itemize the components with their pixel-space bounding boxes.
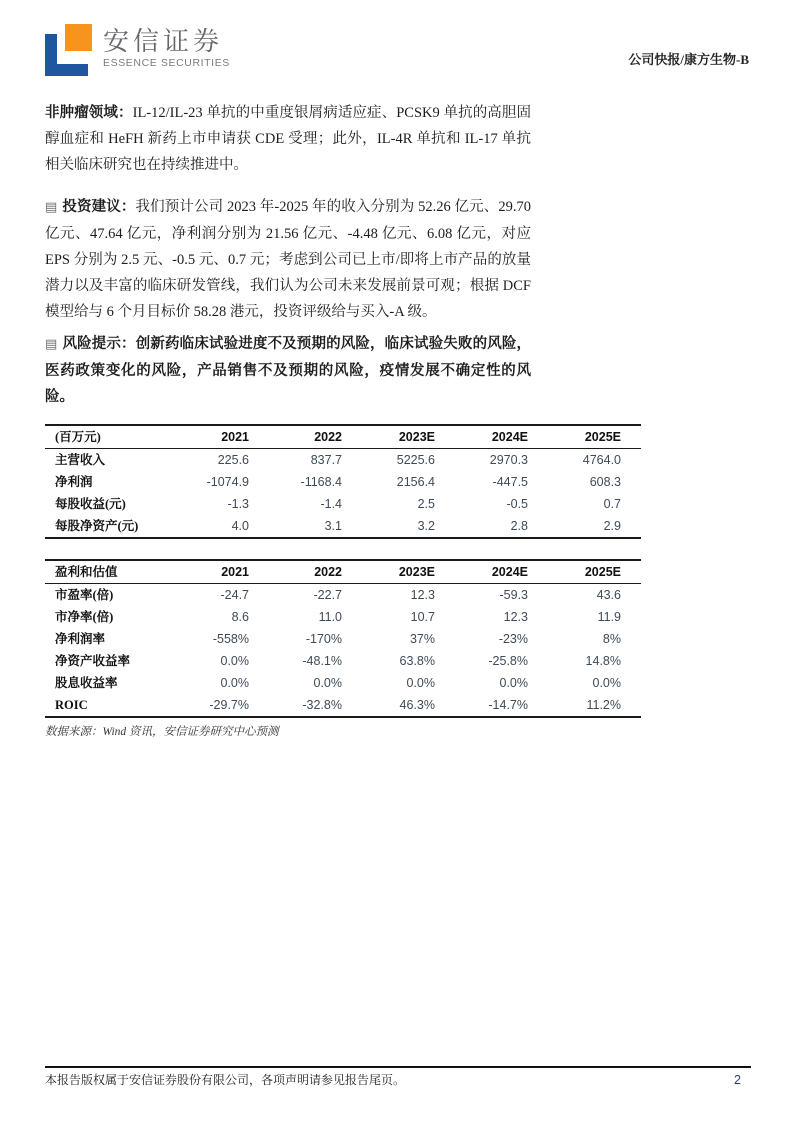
- value-cell: -1.4: [320, 497, 342, 511]
- row-label: 每股净资产(元): [55, 519, 139, 533]
- value-cell: 608.3: [589, 475, 621, 489]
- brand-text: [103, 27, 230, 69]
- value-cell: -48.1%: [302, 654, 342, 668]
- copyright-disclaimer: 本报告版权属于安信证券股份有限公司，各项声明请参见报告尾页。: [45, 1073, 406, 1087]
- brand-logo: [45, 24, 230, 76]
- value-cell: 12.3: [503, 610, 528, 624]
- value-cell: -25.8%: [488, 654, 528, 668]
- value-cell: -22.7: [313, 588, 342, 602]
- value-cell: 3.2: [417, 519, 435, 533]
- value-cell: 4764.0: [582, 453, 621, 467]
- table-row: [45, 449, 641, 472]
- table-header-row: [45, 425, 641, 449]
- para-lead: 风险提示：: [62, 336, 136, 352]
- value-cell: 8%: [602, 632, 621, 646]
- value-cell: -1.3: [227, 497, 249, 511]
- value-cell: -23%: [498, 632, 528, 646]
- logo-orange-square: [65, 24, 92, 51]
- para-text: 创新药临床试验进度不及预期的风险，临床试验失败的风险，医药政策变化的风险，产品销售不及预期的风险，疫情发展不确定性的风险。: [45, 336, 532, 405]
- value-cell: 46.3%: [399, 698, 435, 712]
- row-label: ROIC: [55, 698, 88, 712]
- value-cell: -32.8%: [302, 698, 342, 712]
- row-label: 股息收益率: [55, 676, 118, 690]
- table-row: [45, 584, 641, 607]
- value-cell: -447.5: [492, 475, 528, 489]
- value-cell: -14.7%: [488, 698, 528, 712]
- column-header: 2023E: [362, 425, 455, 449]
- document-icon: ▤: [45, 200, 58, 215]
- table-row: [45, 628, 641, 650]
- value-cell: 0.0%: [313, 676, 342, 690]
- row-label: 市净率(倍): [55, 610, 114, 624]
- value-cell: 11.0: [318, 610, 342, 624]
- page-number: 2: [734, 1073, 741, 1087]
- para-lead: 投资建议：: [62, 199, 136, 215]
- value-cell: -24.7: [220, 588, 249, 602]
- value-cell: -59.3: [499, 588, 528, 602]
- report-type-label: 公司快报/康方生物-B: [628, 52, 749, 67]
- value-cell: 2.8: [510, 519, 528, 533]
- table-title-cell: 盈利和估值: [45, 560, 176, 584]
- table-row: [45, 672, 641, 694]
- financial-summary-table: [45, 424, 641, 539]
- brand-name-en: ESSENCE SECURITIES: [103, 57, 230, 69]
- row-label: 净资产收益率: [55, 654, 131, 668]
- value-cell: 12.3: [410, 588, 435, 602]
- value-cell: 43.6: [596, 588, 621, 602]
- value-cell: 0.0%: [499, 676, 528, 690]
- value-cell: 0.7: [603, 497, 621, 511]
- report-body: [45, 100, 621, 740]
- para-text: IL-12/IL-23 单抗的中重度银屑病适应症、PCSK9 单抗的高胆固醇血症和 HeFH 新药上市申请获 CDE 受理；此外，IL-4R 单抗和 IL-17 单抗相关临床研究也在持续推进中。: [45, 105, 532, 173]
- value-cell: -558%: [212, 632, 249, 646]
- para-risk-warning: [45, 331, 531, 410]
- value-cell: 837.7: [310, 453, 342, 467]
- essence-securities-logo-icon: [45, 24, 92, 76]
- value-cell: 2.5: [417, 497, 435, 511]
- document-icon: ▤: [45, 337, 58, 352]
- table-row: [45, 493, 641, 515]
- column-header: 2025E: [548, 560, 641, 584]
- column-header: 2025E: [548, 425, 641, 449]
- value-cell: 37%: [409, 632, 435, 646]
- table-row: [45, 471, 641, 493]
- row-label: 净利润率: [55, 632, 106, 646]
- value-cell: 225.6: [217, 453, 249, 467]
- value-cell: 2.9: [603, 519, 621, 533]
- table-row: [45, 694, 641, 717]
- value-cell: 5225.6: [396, 453, 435, 467]
- table-row: [45, 515, 641, 538]
- data-source-note: 数据来源：Wind 资讯，安信证券研究中心预测: [45, 726, 279, 738]
- column-header: 2024E: [455, 425, 548, 449]
- para-lead: 非肿瘤领域：: [45, 105, 133, 121]
- page-footer: [45, 1066, 751, 1089]
- page-header: [45, 24, 749, 76]
- value-cell: -170%: [305, 632, 342, 646]
- value-cell: 14.8%: [585, 654, 621, 668]
- para-investment-advice: [45, 194, 531, 325]
- column-header: 2023E: [362, 560, 455, 584]
- row-label: 净利润: [55, 475, 93, 489]
- table-row: [45, 650, 641, 672]
- value-cell: 2156.4: [396, 475, 435, 489]
- column-header: 2022: [269, 425, 362, 449]
- value-cell: 4.0: [231, 519, 249, 533]
- value-cell: 11.2%: [586, 698, 621, 712]
- value-cell: 0.0%: [592, 676, 621, 690]
- column-header: 2022: [269, 560, 362, 584]
- value-cell: -1168.4: [300, 475, 342, 489]
- value-cell: -0.5: [506, 497, 528, 511]
- table-header-row: [45, 560, 641, 584]
- column-header: 2024E: [455, 560, 548, 584]
- value-cell: 8.6: [231, 610, 249, 624]
- value-cell: -29.7%: [209, 698, 249, 712]
- row-label: 市盈率(倍): [55, 588, 114, 602]
- valuation-table: [45, 559, 641, 718]
- column-header: 2021: [176, 425, 269, 449]
- table-row: [45, 606, 641, 628]
- row-label: 主营收入: [55, 453, 106, 467]
- row-label: 每股收益(元): [55, 497, 126, 511]
- value-cell: -1074.9: [206, 475, 249, 489]
- value-cell: 0.0%: [220, 654, 249, 668]
- table-title-cell: (百万元): [45, 425, 176, 449]
- value-cell: 0.0%: [406, 676, 435, 690]
- value-cell: 10.7: [410, 610, 435, 624]
- value-cell: 0.0%: [220, 676, 249, 690]
- brand-name-cn: 安信证券: [103, 26, 224, 56]
- value-cell: 3.1: [324, 519, 342, 533]
- para-non-tumor-field: [45, 100, 531, 178]
- para-text: 我们预计公司 2023 年-2025 年的收入分别为 52.26 亿元、29.70 亿元、47.64 亿元，净利润分别为 21.56 亿元、-4.48 亿元、6.08 亿元，对应 EPS 分别为 2.5 元、-0.5 元、0.7 元；考虑到公司已上市/即将上市产品的放量潜力以及丰富的临床研发管线，我们认为公司未来发展前景可观；根据 DCF 模型给与 6 个月目标价 58.28 港元，投资评级给与买入-A 级。: [45, 199, 531, 320]
- value-cell: 63.8%: [399, 654, 435, 668]
- column-header: 2021: [176, 560, 269, 584]
- value-cell: 2970.3: [489, 453, 528, 467]
- value-cell: 11.9: [597, 610, 621, 624]
